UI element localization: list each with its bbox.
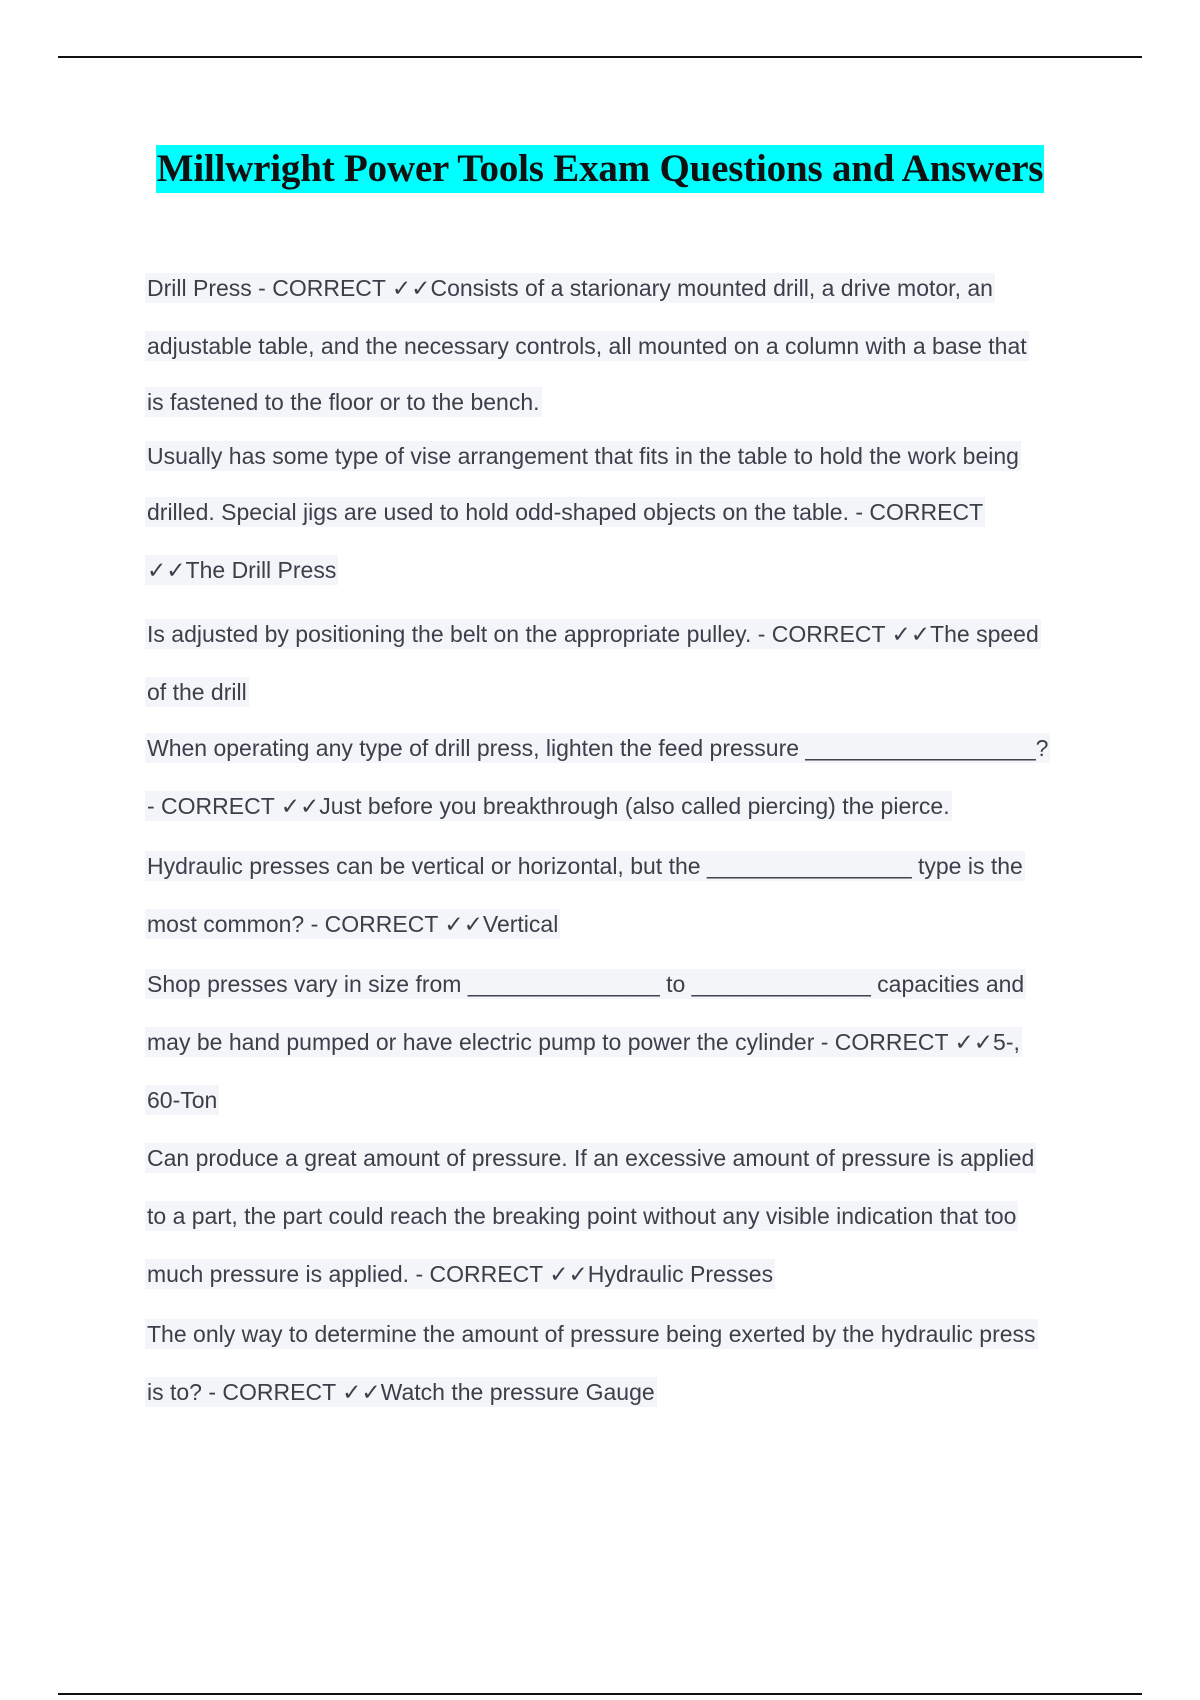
text-line [145,386,542,418]
text-line [145,1084,219,1116]
text-line-content: of the drill [147,679,247,705]
text-line-content: is to? - CORRECT ✓✓Watch the pressure Gauge [147,1379,655,1405]
text-line [145,676,249,708]
text-line [145,618,1041,650]
text-line-content: The only way to determine the amount of pressure being exerted by the hydraulic press [147,1321,1036,1347]
text-line-content: most common? - CORRECT ✓✓Vertical [147,911,559,937]
text-line-content: Hydraulic presses can be vertical or horizontal, but the ________________ type is the [147,853,1023,879]
text-line [145,330,1029,362]
header-rule [58,56,1142,58]
text-line [145,1376,657,1408]
text-line-content: to a part, the part could reach the breaking point without any visible indication that too [147,1203,1017,1229]
text-line-content: adjustable table, and the necessary controls, all mounted on a column with a base that [147,333,1027,359]
text-line-content: Usually has some type of vise arrangement that fits in the table to hold the work being [147,443,1019,469]
text-line [145,1142,1036,1174]
text-line [145,272,995,304]
title-container [0,145,1200,193]
text-line [145,1318,1038,1350]
text-line-content: Can produce a great amount of pressure. If an excessive amount of pressure is applied [147,1145,1035,1171]
document-title: Millwright Power Tools Exam Questions and Answers [156,145,1045,193]
text-line-content: ✓✓The Drill Press [147,557,337,583]
text-line [145,440,1021,472]
text-line [145,554,338,586]
text-line-content: Shop presses vary in size from _______________ to ______________ capacities and [147,971,1025,997]
text-line [145,1258,775,1290]
text-line-content: Drill Press - CORRECT ✓✓Consists of a starionary mounted drill, a drive motor, an [147,275,993,301]
footer-rule [58,1693,1142,1695]
text-line [145,1026,1022,1058]
text-line [145,850,1025,882]
text-line [145,732,1050,764]
text-line-content: 60-Ton [147,1087,218,1113]
text-line-content: may be hand pumped or have electric pump to power the cylinder - CORRECT ✓✓5-, [147,1029,1020,1055]
text-line [145,968,1026,1000]
text-line-content: - CORRECT ✓✓Just before you breakthrough (also called piercing) the pierce. [147,793,950,819]
text-line-content: Is adjusted by positioning the belt on the appropriate pulley. - CORRECT ✓✓The speed [147,621,1039,647]
text-line-content: When operating any type of drill press, lighten the feed pressure __________________? [147,735,1049,761]
text-line [145,790,952,822]
text-line-content: is fastened to the floor or to the bench. [147,389,540,415]
text-line [145,908,560,940]
text-line-content: drilled. Special jigs are used to hold odd-shaped objects on the table. - CORRECT [147,499,984,525]
text-line [145,496,985,528]
text-line [145,1200,1018,1232]
text-line-content: much pressure is applied. - CORRECT ✓✓Hydraulic Presses [147,1261,774,1287]
